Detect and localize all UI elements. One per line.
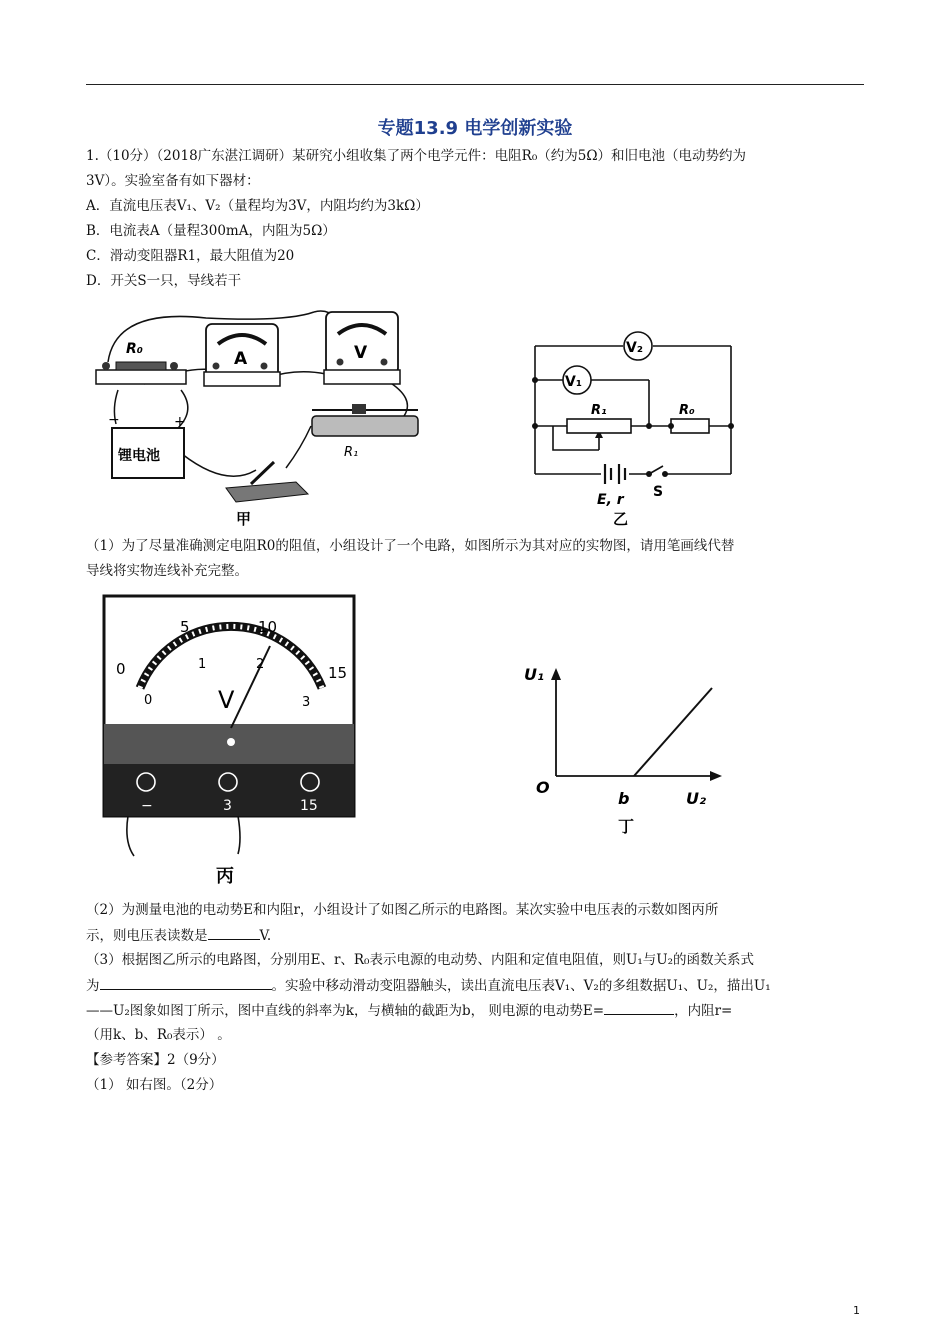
page-number: 1: [853, 1304, 860, 1317]
source-label: E, r: [597, 492, 624, 508]
figure-jia-caption: 甲: [236, 510, 252, 528]
voltmeter: [324, 312, 400, 384]
option-c: C．滑动变阻器R1，最大阻值为20: [86, 248, 295, 264]
r0-component: [96, 341, 186, 384]
outer-tick-5: 5: [180, 618, 190, 636]
q3-line: [86, 1000, 732, 1021]
outer-tick-10: 10: [258, 618, 278, 636]
x-axis-label: U₂: [686, 789, 706, 808]
y-axis-label: U₁: [524, 665, 544, 684]
q3-emf-blank[interactable]: [604, 1000, 674, 1015]
figure-bing: [100, 592, 362, 892]
header-rule: [86, 84, 864, 85]
terminal-15: 15: [300, 798, 318, 814]
terminal-minus: −: [141, 798, 153, 814]
figure-bing-caption: 丙: [216, 866, 234, 887]
outer-tick-15: 15: [328, 664, 348, 682]
q2-answer-blank[interactable]: [208, 925, 260, 940]
figure-yi: [525, 326, 745, 528]
q3-line: [86, 975, 771, 996]
figure-ding-caption: 丁: [618, 817, 635, 836]
outer-tick-0: 0: [116, 660, 126, 678]
q3-function-blank[interactable]: [100, 975, 272, 990]
inner-tick-0: 0: [144, 693, 153, 708]
answer-line: （1） 如右图。（2分）: [86, 1077, 223, 1093]
option-b: B．电流表A（量程300mA，内阻为5Ω）: [86, 223, 336, 239]
switch-label: S: [653, 484, 664, 500]
q1-line: 导线将实物连线补充完整。: [86, 563, 248, 579]
q3-prompt: 为: [86, 978, 100, 994]
meter-unit: V: [218, 686, 235, 714]
problem-line: 1.（10分）（2018广东湛江调研）某研究小组收集了两个电学元件：电阻R₀（约为5Ω）和旧电池（电动势约为: [86, 148, 747, 164]
r1-label: R₁: [344, 445, 359, 460]
problem-line: 3V）。实验室备有如下器材：: [86, 173, 260, 189]
figure-ding: [520, 660, 750, 840]
q3-text: 。实验中移动滑动变阻器触头，读出直流电压表V₁、V₂的多组数据U₁、U₂，描出U₁: [271, 978, 771, 994]
battery: [108, 412, 186, 478]
q3-text: ——U₂图象如图丁所示，图中直线的斜率为k，与横轴的截距为b， 则电源的电动势E=: [86, 1003, 605, 1019]
q2-line: [86, 925, 271, 946]
inner-tick-2: 2: [256, 657, 265, 672]
r1-label: R₁: [591, 403, 607, 418]
answer-heading: 【参考答案】2（9分）: [86, 1052, 225, 1068]
q3-line: （3）根据图乙所示的电路图，分别用E、r、R₀表示电源的电动势、内阻和定值电阻值，则U₁与U₂的函数关系式: [86, 952, 755, 968]
q2-prompt: 示，则电压表读数是: [86, 928, 208, 944]
battery-minus: −: [108, 412, 120, 428]
v1-label: V₁: [565, 374, 582, 390]
terminal-3: 3: [223, 798, 232, 814]
origin-label: O: [536, 778, 550, 797]
q3-text: ，内阻r=: [674, 1003, 733, 1019]
battery-label: 锂电池: [118, 448, 160, 464]
figure-yi-caption: 乙: [613, 510, 629, 528]
inner-tick-3: 3: [302, 695, 311, 710]
r0-label: R₀: [679, 403, 695, 418]
r0-label: R₀: [126, 341, 143, 357]
intercept-label: b: [618, 789, 630, 808]
battery-plus: +: [174, 414, 186, 430]
v2-label: V₂: [626, 340, 643, 356]
figure-jia: [86, 298, 486, 530]
q2-line: （2）为测量电池的电动势E和内阻r，小组设计了如图乙所示的电路图。某次实验中电压表的示数如图丙所: [86, 902, 719, 918]
page-title: 专题13.9 电学创新实验: [377, 118, 573, 139]
ammeter: [204, 324, 280, 386]
option-d: D．开关S一只，导线若干: [86, 273, 242, 289]
q2-unit: V.: [259, 928, 272, 944]
switch: [226, 462, 308, 528]
rheostat: [312, 404, 418, 460]
inner-tick-1: 1: [198, 657, 207, 672]
q1-line: （1）为了尽量准确测定电阻R0的阻值，小组设计了一个电路，如图所示为其对应的实物图，请用笔画线代替: [86, 538, 735, 554]
voltmeter-label: V: [354, 343, 368, 363]
option-a: A．直流电压表V₁、V₂（量程均为3V，内阻均约为3kΩ）: [86, 198, 429, 214]
ammeter-label: A: [234, 349, 248, 369]
q3-line: （用k、b、R₀表示） 。: [86, 1027, 231, 1043]
